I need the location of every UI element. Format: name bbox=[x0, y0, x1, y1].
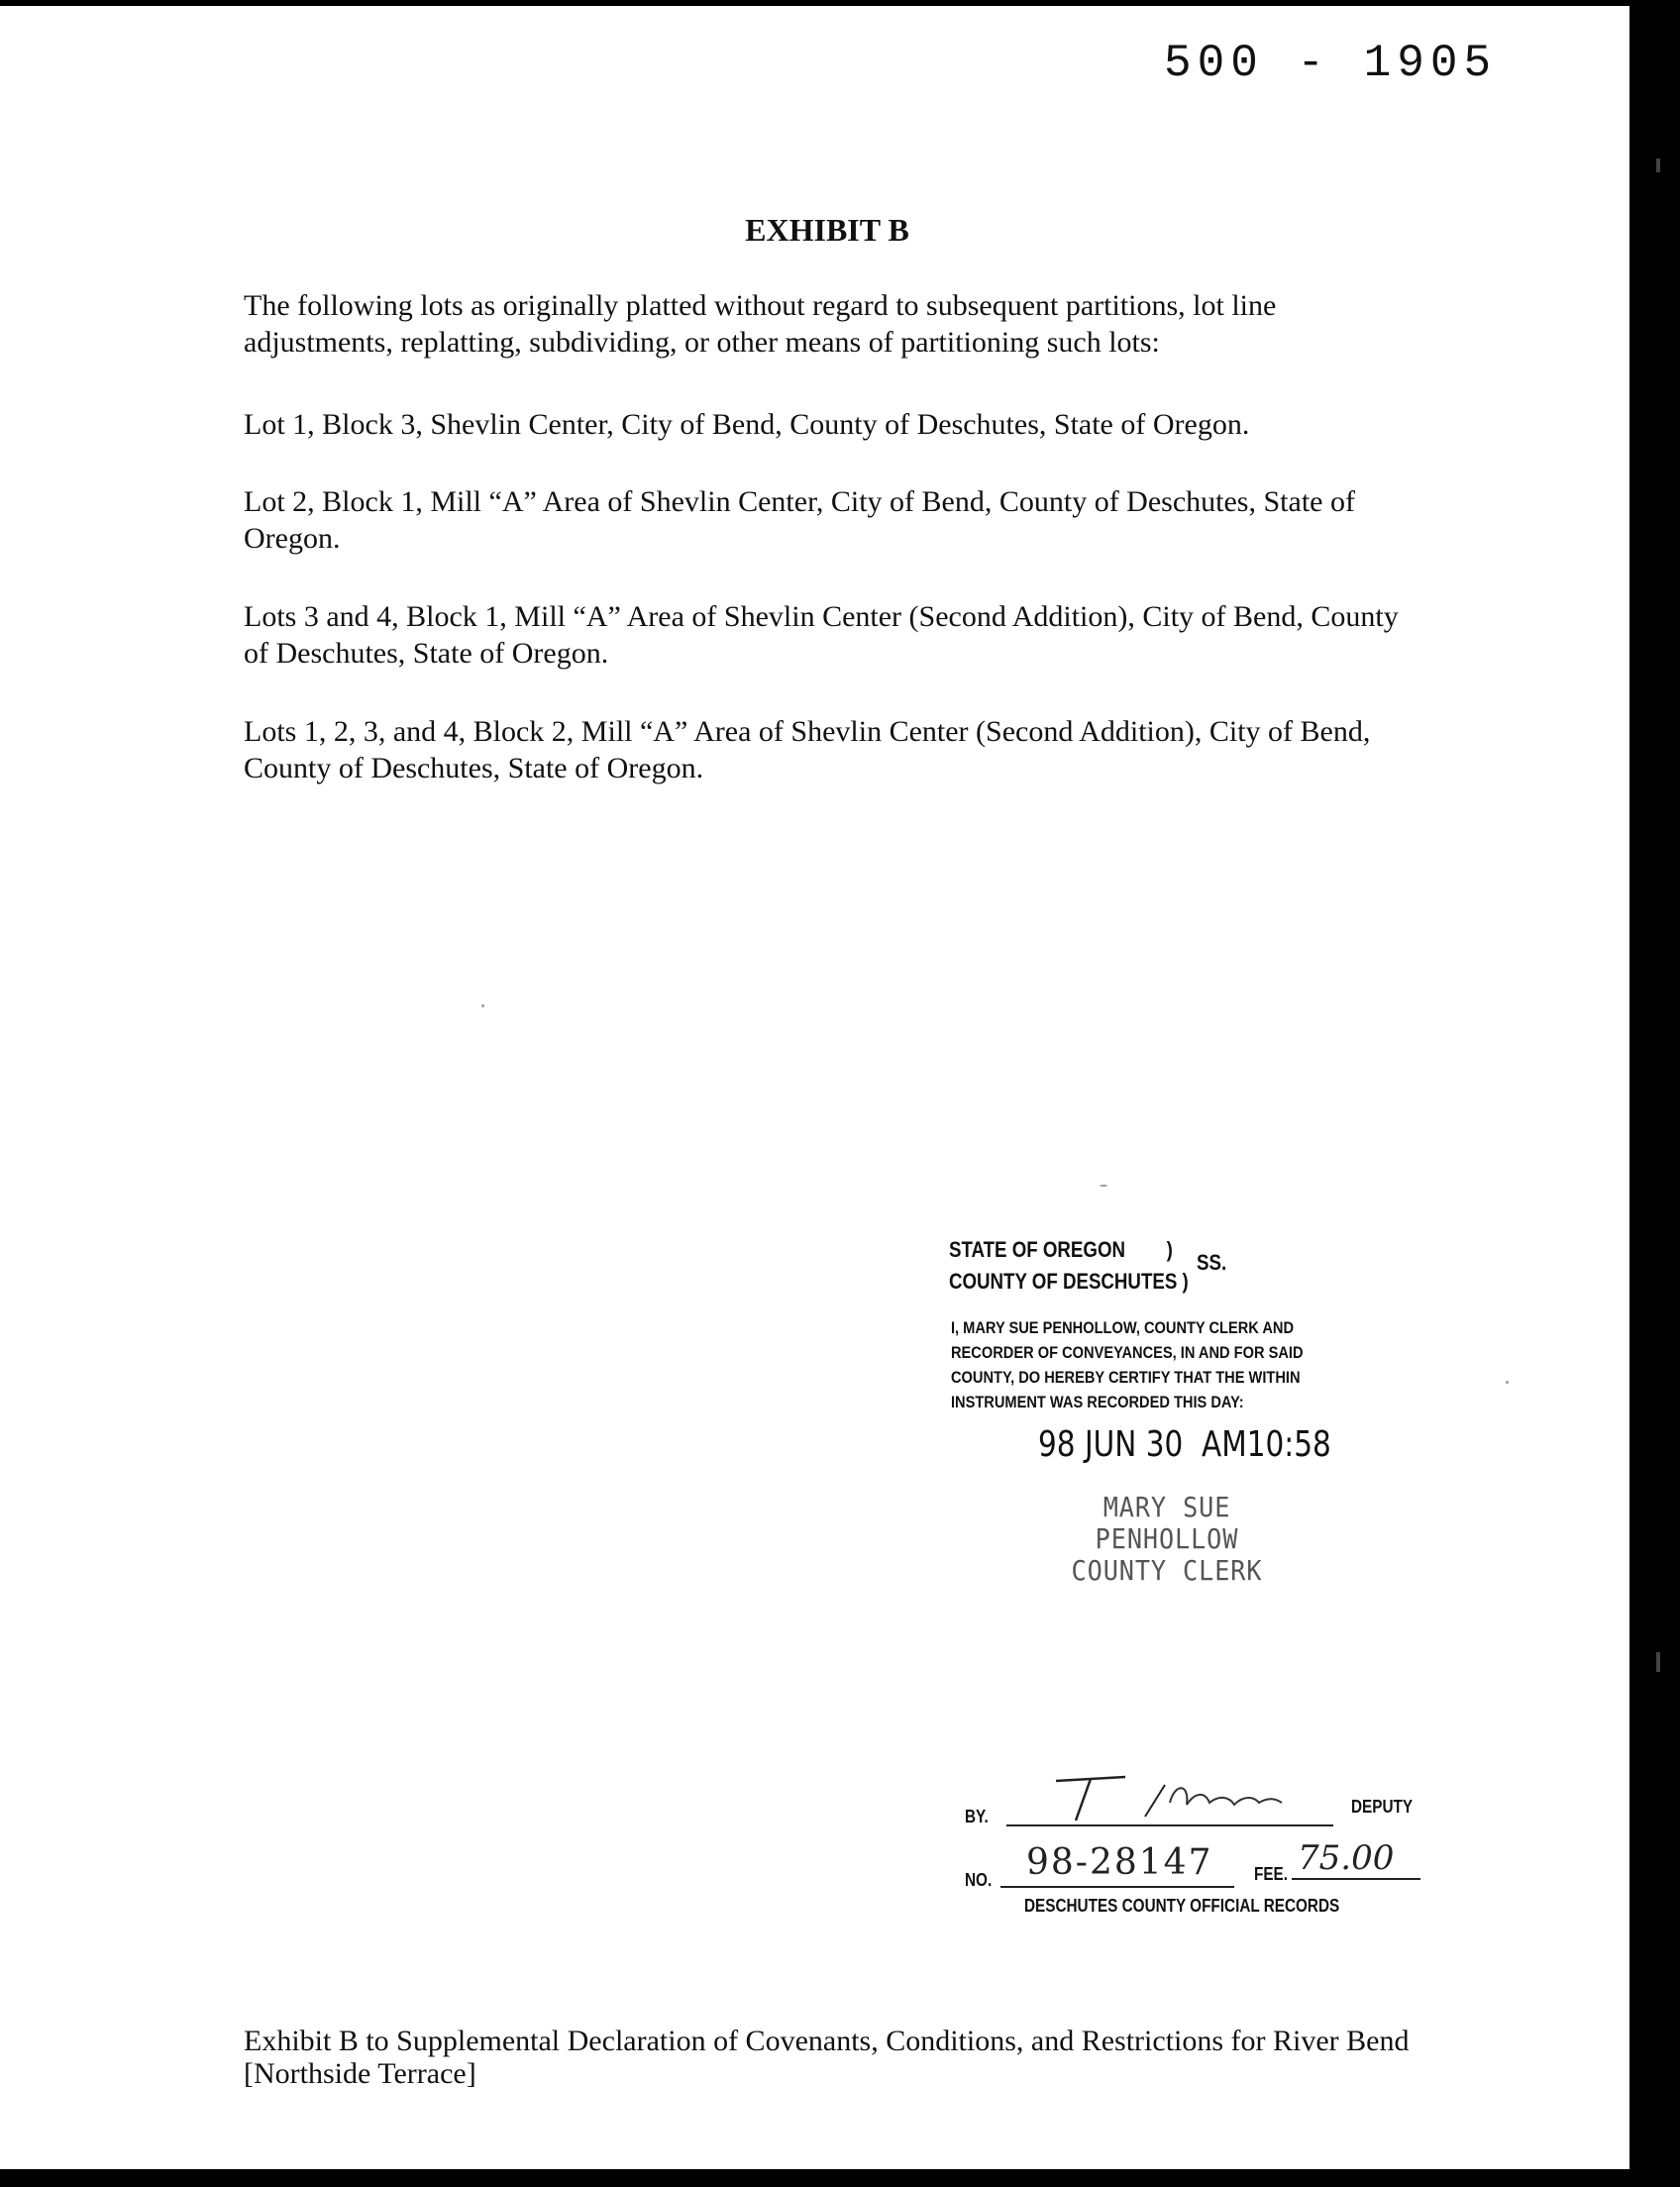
certification-line: I, MARY SUE PENHOLLOW, COUNTY CLERK AND bbox=[951, 1318, 1295, 1337]
certification-line: INSTRUMENT WAS RECORDED THIS DAY: bbox=[951, 1393, 1244, 1411]
scan-speck bbox=[1100, 1185, 1107, 1187]
document-page bbox=[0, 6, 1629, 2169]
recorded-datetime: 98 JUN 30 AM10:58 bbox=[1038, 1424, 1331, 1465]
document-number: 500 - 1905 bbox=[1164, 38, 1498, 89]
fee-amount: 75.00 bbox=[1298, 1838, 1395, 1878]
scan-speck bbox=[1506, 1381, 1509, 1384]
deputy-label: DEPUTY bbox=[1351, 1797, 1414, 1817]
no-label: NO. bbox=[965, 1870, 993, 1890]
intro-paragraph: The following lots as originally platted without regard to subsequent partitions, lot line adjustments, replatting, subdividing, or other means of partitioning such lots: bbox=[244, 289, 1277, 359]
fee-line bbox=[1292, 1878, 1420, 1880]
clerk-block bbox=[1024, 1492, 1310, 1587]
venue-bracket: ) bbox=[1125, 1237, 1173, 1262]
record-number-line bbox=[1000, 1886, 1234, 1888]
lot-description-1: Lot 1, Block 3, Shevlin Center, City of Bend, County of Deschutes, State of Oregon. bbox=[244, 408, 1250, 441]
lot-description-3: Lots 3 and 4, Block 1, Mill “A” Area of Shevlin Center (Second Addition), City of Bend, County of Deschutes, State of Oregon. bbox=[244, 600, 1399, 670]
venue-bracket: ) bbox=[1177, 1269, 1189, 1294]
scan-edge-mark bbox=[1656, 158, 1660, 172]
fee-label: FEE. bbox=[1254, 1864, 1289, 1884]
official-records-label: DESCHUTES COUNTY OFFICIAL RECORDS bbox=[1024, 1896, 1340, 1916]
footer-caption: Exhibit B to Supplemental Declaration of Covenants, Conditions, and Restrictions for River Bend [Northside Terrace] bbox=[244, 2025, 1410, 2090]
scan-edge-mark bbox=[1656, 1652, 1660, 1672]
record-number: 98-28147 bbox=[1026, 1842, 1213, 1883]
stamp-venue bbox=[949, 1234, 1189, 1298]
page-title: EXHIBIT B bbox=[745, 212, 909, 248]
stamp-state-line: STATE OF OREGON bbox=[949, 1237, 1126, 1262]
certification-line: RECORDER OF CONVEYANCES, IN AND FOR SAID bbox=[951, 1343, 1304, 1362]
lot-description-4: Lots 1, 2, 3, and 4, Block 2, Mill “A” Area of Shevlin Center (Second Addition), City of Bend, County of Deschutes, State of Oregon. bbox=[244, 715, 1371, 784]
clerk-name: MARY SUE PENHOLLOW bbox=[1095, 1491, 1239, 1555]
stamp-ss: SS. bbox=[1197, 1250, 1227, 1275]
clerk-title: COUNTY CLERK bbox=[1071, 1554, 1263, 1587]
scan-speck bbox=[481, 1004, 484, 1007]
stamp-county-line: COUNTY OF DESCHUTES bbox=[949, 1269, 1178, 1294]
by-label: BY. bbox=[965, 1807, 989, 1826]
stamp-certification bbox=[951, 1315, 1304, 1414]
certification-line: COUNTY, DO HEREBY CERTIFY THAT THE WITHIN bbox=[951, 1368, 1301, 1387]
deputy-signature bbox=[1016, 1773, 1353, 1832]
lot-description-2: Lot 2, Block 1, Mill “A” Area of Shevlin Center, City of Bend, County of Deschutes, State of Oregon. bbox=[244, 485, 1355, 555]
